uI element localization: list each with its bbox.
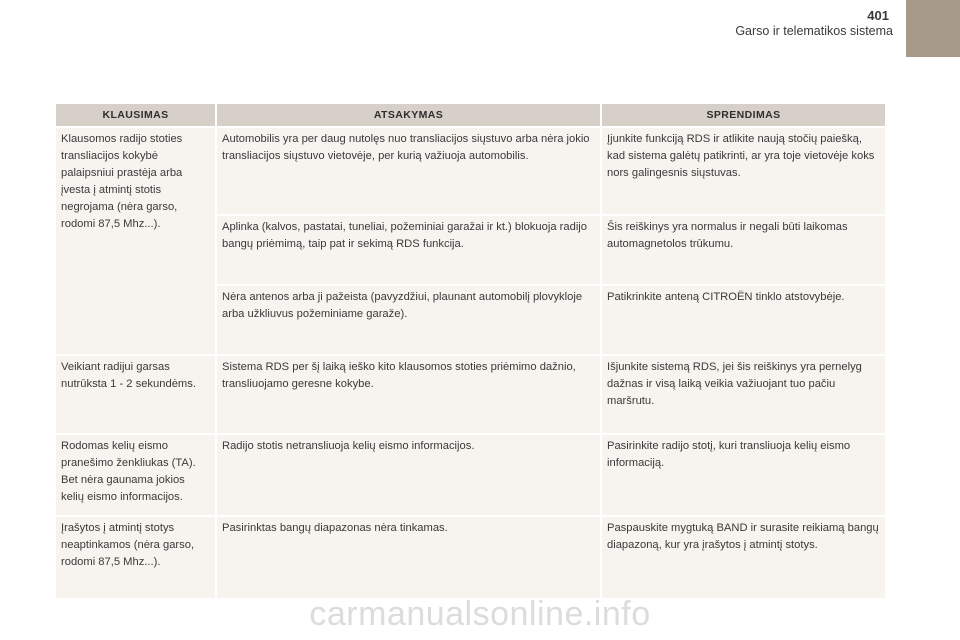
table-header-row	[56, 104, 885, 127]
question-cell: Rodomas kelių eismo pranešimo ženkliukas (TA). Bet nėra gaunama jokios kelių eismo informacijos.	[56, 434, 216, 516]
answer-cell: Sistema RDS per šį laiką ieško kito klausomos stoties priėmimo dažnio, transliuojamo geresne kokybe.	[216, 355, 601, 434]
page-number: 401	[867, 8, 889, 23]
solution-cell: Išjunkite sistemą RDS, jei šis reiškinys yra pernelyg dažnas ir visą laiką veikia važiuojant tuo pačiu maršrutu.	[601, 355, 885, 434]
watermark: carmanualsonline.info	[309, 595, 651, 633]
solution-cell: Patikrinkite anteną CITROËN tinklo atstovybėje.	[601, 285, 885, 355]
answer-cell: Aplinka (kalvos, pastatai, tuneliai, požeminiai garažai ir kt.) blokuoja radijo bangų priėmimą, taip pat ir sekimą RDS funkcija.	[216, 215, 601, 285]
question-cell: Klausomos radijo stoties transliacijos kokybė palaipsniui prastėja arba įvesta į atmintį stotis negrojama (nėra garso, rodomi 87,5 Mhz...).	[56, 127, 216, 355]
answer-cell: Pasirinktas bangų diapazonas nėra tinkamas.	[216, 516, 601, 598]
answer-cell: Nėra antenos arba ji pažeista (pavyzdžiui, plaunant automobilį plovykloje arba užkliuvus požeminiame garaže).	[216, 285, 601, 355]
question-cell: Įrašytos į atmintį stotys neaptinkamos (nėra garso, rodomi 87,5 Mhz...).	[56, 516, 216, 598]
solution-cell: Įjunkite funkciją RDS ir atlikite naują stočių paiešką, kad sistema galėtų patikrinti, ar yra toje vietovėje koks nors galingesnis siųstuvas.	[601, 127, 885, 215]
column-header-solution: SPRENDIMAS	[601, 104, 885, 127]
section-title: Garso ir telematikos sistema	[735, 24, 893, 38]
solution-cell: Paspauskite mygtuką BAND ir surasite reikiamą bangų diapazoną, kur yra įrašytos į atmintį stotys.	[601, 516, 885, 598]
solution-cell: Šis reiškinys yra normalus ir negali būti laikomas automagnetolos trūkumu.	[601, 215, 885, 285]
table-row	[56, 434, 885, 516]
answer-cell: Radijo stotis netransliuoja kelių eismo informacijos.	[216, 434, 601, 516]
column-header-question: KLAUSIMAS	[56, 104, 216, 127]
question-cell: Veikiant radijui garsas nutrūksta 1 - 2 sekundėms.	[56, 355, 216, 434]
table-row	[56, 355, 885, 434]
table-row	[56, 516, 885, 598]
troubleshooting-table	[56, 104, 885, 598]
solution-cell: Pasirinkite radijo stotį, kuri transliuoja kelių eismo informaciją.	[601, 434, 885, 516]
chapter-tab	[906, 0, 960, 57]
column-header-answer: ATSAKYMAS	[216, 104, 601, 127]
table-row	[56, 127, 885, 215]
answer-cell: Automobilis yra per daug nutolęs nuo transliacijos siųstuvo arba nėra jokio transliacijos siųstuvo vietovėje, per kurią važiuoja automobilis.	[216, 127, 601, 215]
